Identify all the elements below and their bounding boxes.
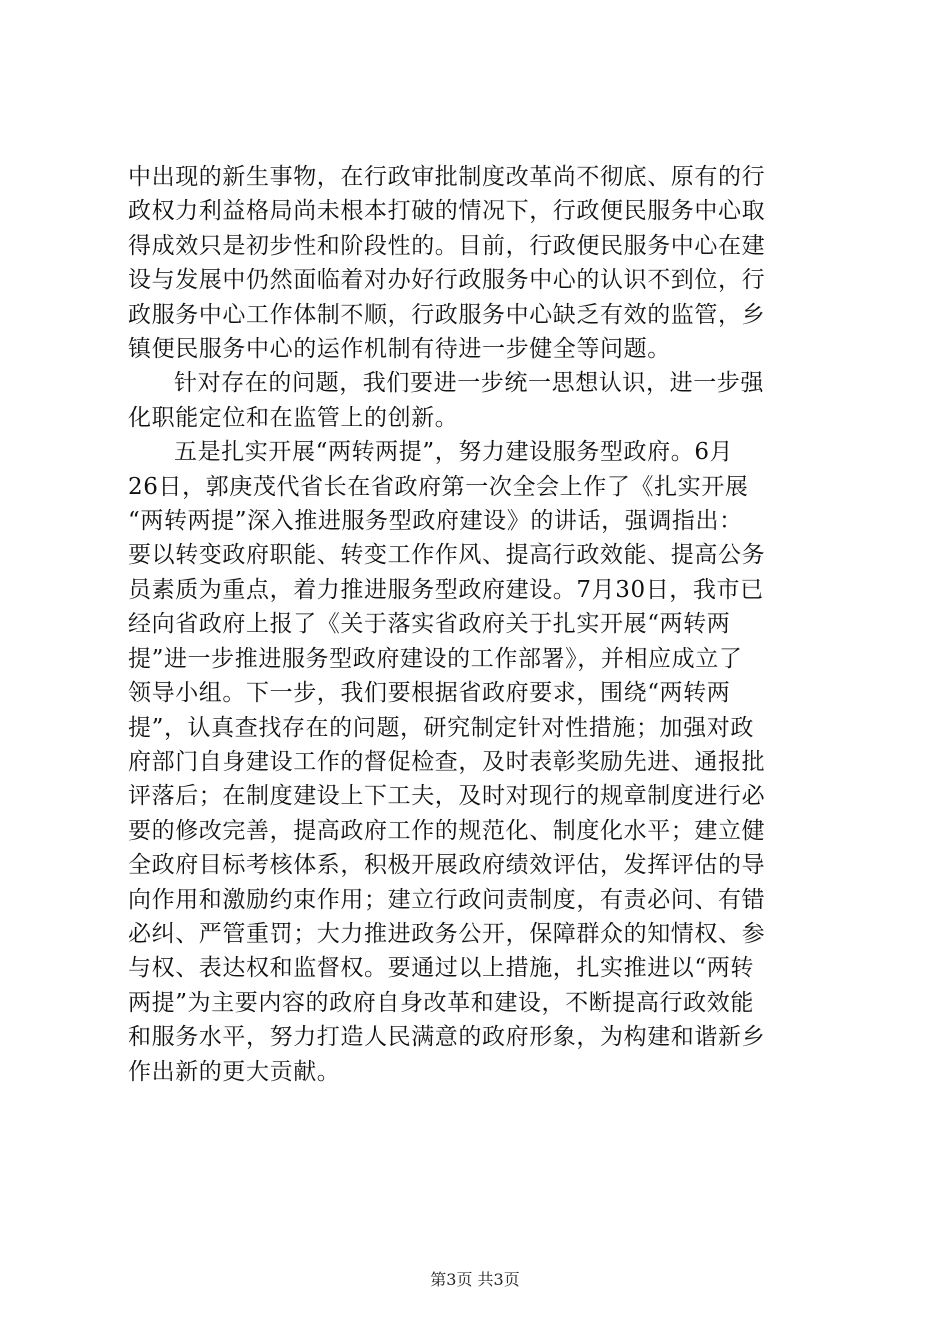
text-line: 得成效只是初步性和阶段性的。目前，行政便民服务中心在建 — [128, 232, 766, 259]
text-line: 领导小组。下一步，我们要根据省政府要求，围绕“两转两 — [128, 680, 731, 707]
text-line: 提”，认真查找存在的问题，研究制定针对性措施；加强对政 — [128, 714, 754, 741]
text-line: 化职能定位和在监管上的创新。 — [128, 404, 459, 431]
paragraph-3 — [128, 435, 828, 1089]
text-line: 两提”为主要内容的政府自身改革和建设，不断提高行政效能 — [128, 989, 754, 1016]
text-line: 经向省政府上报了《关于落实省政府关于扎实开展“两转两 — [128, 611, 731, 638]
text-line: 和服务水平，努力打造人民满意的政府形象，为构建和谐新乡 — [128, 1024, 766, 1051]
text-line: 设与发展中仍然面临着对办好行政服务中心的认识不到位，行 — [128, 267, 766, 294]
text-line: 作出新的更大贡献。 — [128, 1058, 341, 1085]
text-line: 府部门自身建设工作的督促检查，及时表彰奖励先进、通报批 — [128, 748, 766, 775]
text-line: 中出现的新生事物，在行政审批制度改革尚不彻底、原有的行 — [128, 164, 766, 190]
text-line: 要的修改完善，提高政府工作的规范化、制度化水平；建立健 — [128, 817, 766, 844]
text-line: 全政府目标考核体系，积极开展政府绩效评估，发挥评估的导 — [128, 852, 766, 879]
text-line: 必纠、严管重罚；大力推进政务公开，保障群众的知情权、参 — [128, 920, 766, 947]
page-number-label: 第3页 共3页 — [430, 1270, 520, 1289]
text-line: “两转两提”深入推进服务型政府建设》的讲话，强调指出： — [128, 508, 743, 535]
text-line: 26日，郭庚茂代省长在省政府第一次全会上作了《扎实开展 — [128, 473, 749, 500]
text-line: 镇便民服务中心的运作机制有待进一步健全等问题。 — [128, 336, 671, 363]
document-body — [128, 160, 828, 1089]
text-line: 针对存在的问题，我们要进一步统一思想认识，进一步强 — [174, 370, 764, 397]
text-line: 评落后；在制度建设上下工夫，及时对现行的规章制度进行必 — [128, 783, 766, 810]
text-line: 向作用和激励约束作用；建立行政问责制度，有责必问、有错 — [128, 886, 766, 913]
paragraph-1 — [128, 160, 828, 366]
paragraph-2 — [128, 366, 828, 435]
text-line: 与权、表达权和监督权。要通过以上措施，扎实推进以“两转 — [128, 955, 754, 982]
text-line: 政服务中心工作体制不顺，行政服务中心缺乏有效的监管，乡 — [128, 301, 766, 328]
text-line: 政权力利益格局尚未根本打破的情况下，行政便民服务中心取 — [128, 198, 766, 225]
text-line: 要以转变政府职能、转变工作作风、提高行政效能、提高公务 — [128, 542, 766, 569]
page-footer — [0, 1270, 950, 1290]
text-line: 员素质为重点，着力推进服务型政府建设。7月30日，我市已 — [128, 576, 764, 603]
text-line: 五是扎实开展“两转两提”，努力建设服务型政府。6月 — [174, 439, 734, 466]
text-line: 提”进一步推进服务型政府建设的工作部署》，并相应成立了 — [128, 645, 743, 672]
